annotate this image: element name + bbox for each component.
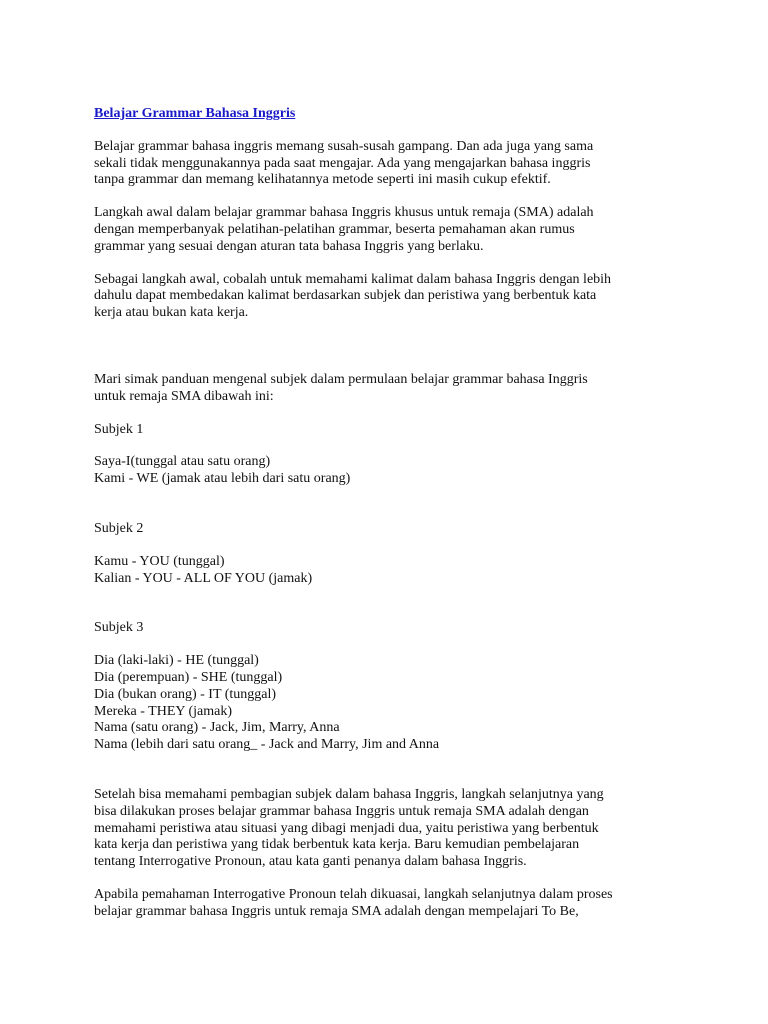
paragraph-line: Sebagai langkah awal, cobalah untuk memahami kalimat dalam bahasa Inggris dengan lebih <box>94 271 612 287</box>
subjek-3-heading: Subjek 3 <box>94 620 144 636</box>
document-title-link[interactable]: Belajar Grammar Bahasa Inggris <box>94 106 296 121</box>
list-item: Kamu - YOU (tunggal) <box>94 553 225 569</box>
list-item: Dia (perempuan) - SHE (tunggal) <box>94 669 283 685</box>
paragraph-langkah-awal <box>94 205 684 255</box>
list-item: Dia (laki-laki) - HE (tunggal) <box>94 653 259 669</box>
paragraph-intro <box>94 139 684 189</box>
paragraph-line: untuk remaja SMA dibawah ini: <box>94 388 274 404</box>
subjek-2-heading: Subjek 2 <box>94 520 144 536</box>
paragraph-line: sekali tidak menggunakannya pada saat mengajar. Ada yang mengajarkan bahasa inggris <box>94 155 591 171</box>
paragraph-line: bisa dilakukan proses belajar grammar bahasa Inggris untuk remaja SMA adalah dengan <box>94 803 589 819</box>
list-item: Kami - WE (jamak atau lebih dari satu orang) <box>94 471 351 487</box>
paragraph-line: kata kerja dan peristiwa yang tidak berbentuk kata kerja. Baru kemudian pembelajaran <box>94 837 580 853</box>
list-item: Dia (bukan orang) - IT (tunggal) <box>94 686 277 702</box>
paragraph-line: memahami peristiwa atau situasi yang dibagi menjadi dua, yaitu peristiwa yang berbentuk <box>94 820 599 836</box>
paragraph-line: Belajar grammar bahasa inggris memang susah-susah gampang. Dan ada juga yang sama <box>94 138 594 154</box>
paragraph-line: tentang Interrogative Pronoun, atau kata ganti penanya dalam bahasa Inggris. <box>94 854 527 870</box>
document-body <box>94 106 684 921</box>
paragraph-line: dahulu dapat membedakan kalimat berdasarkan subjek dan peristiwa yang berbentuk kata <box>94 288 597 304</box>
subjek-2-list <box>94 554 684 588</box>
paragraph-line: Mari simak panduan mengenal subjek dalam permulaan belajar grammar bahasa Inggris <box>94 371 588 387</box>
paragraph-line: kerja atau bukan kata kerja. <box>94 305 249 321</box>
paragraph-line: tanpa grammar dan memang kelihatannya metode seperti ini masih cukup efektif. <box>94 172 551 188</box>
list-item: Nama (lebih dari satu orang_ - Jack and Marry, Jim and Anna <box>94 737 440 753</box>
subjek-1-heading: Subjek 1 <box>94 421 144 437</box>
paragraph-apabila <box>94 887 684 921</box>
paragraph-sebagai-langkah <box>94 272 684 322</box>
paragraph-line: Setelah bisa memahami pembagian subjek dalam bahasa Inggris, langkah selanjutnya yang <box>94 786 604 802</box>
paragraph-mari-simak <box>94 372 684 406</box>
subjek-3-list <box>94 653 684 754</box>
paragraph-line: dengan memperbanyak pelatihan-pelatihan grammar, beserta pemahaman akan rumus <box>94 221 575 237</box>
list-item: Kalian - YOU - ALL OF YOU (jamak) <box>94 570 313 586</box>
paragraph-line: grammar yang sesuai dengan aturan tata bahasa Inggris yang berlaku. <box>94 238 484 254</box>
list-item: Nama (satu orang) - Jack, Jim, Marry, Anna <box>94 720 340 736</box>
paragraph-line: Apabila pemahaman Interrogative Pronoun telah dikuasai, langkah selanjutnya dalam proses <box>94 886 613 902</box>
subjek-1-list <box>94 454 684 488</box>
paragraph-line: belajar grammar bahasa Inggris untuk remaja SMA adalah dengan mempelajari To Be, <box>94 903 579 919</box>
paragraph-setelah-bisa <box>94 787 684 871</box>
list-item: Saya-I(tunggal atau satu orang) <box>94 454 271 470</box>
list-item: Mereka - THEY (jamak) <box>94 703 232 719</box>
paragraph-line: Langkah awal dalam belajar grammar bahasa Inggris khusus untuk remaja (SMA) adalah <box>94 205 594 221</box>
